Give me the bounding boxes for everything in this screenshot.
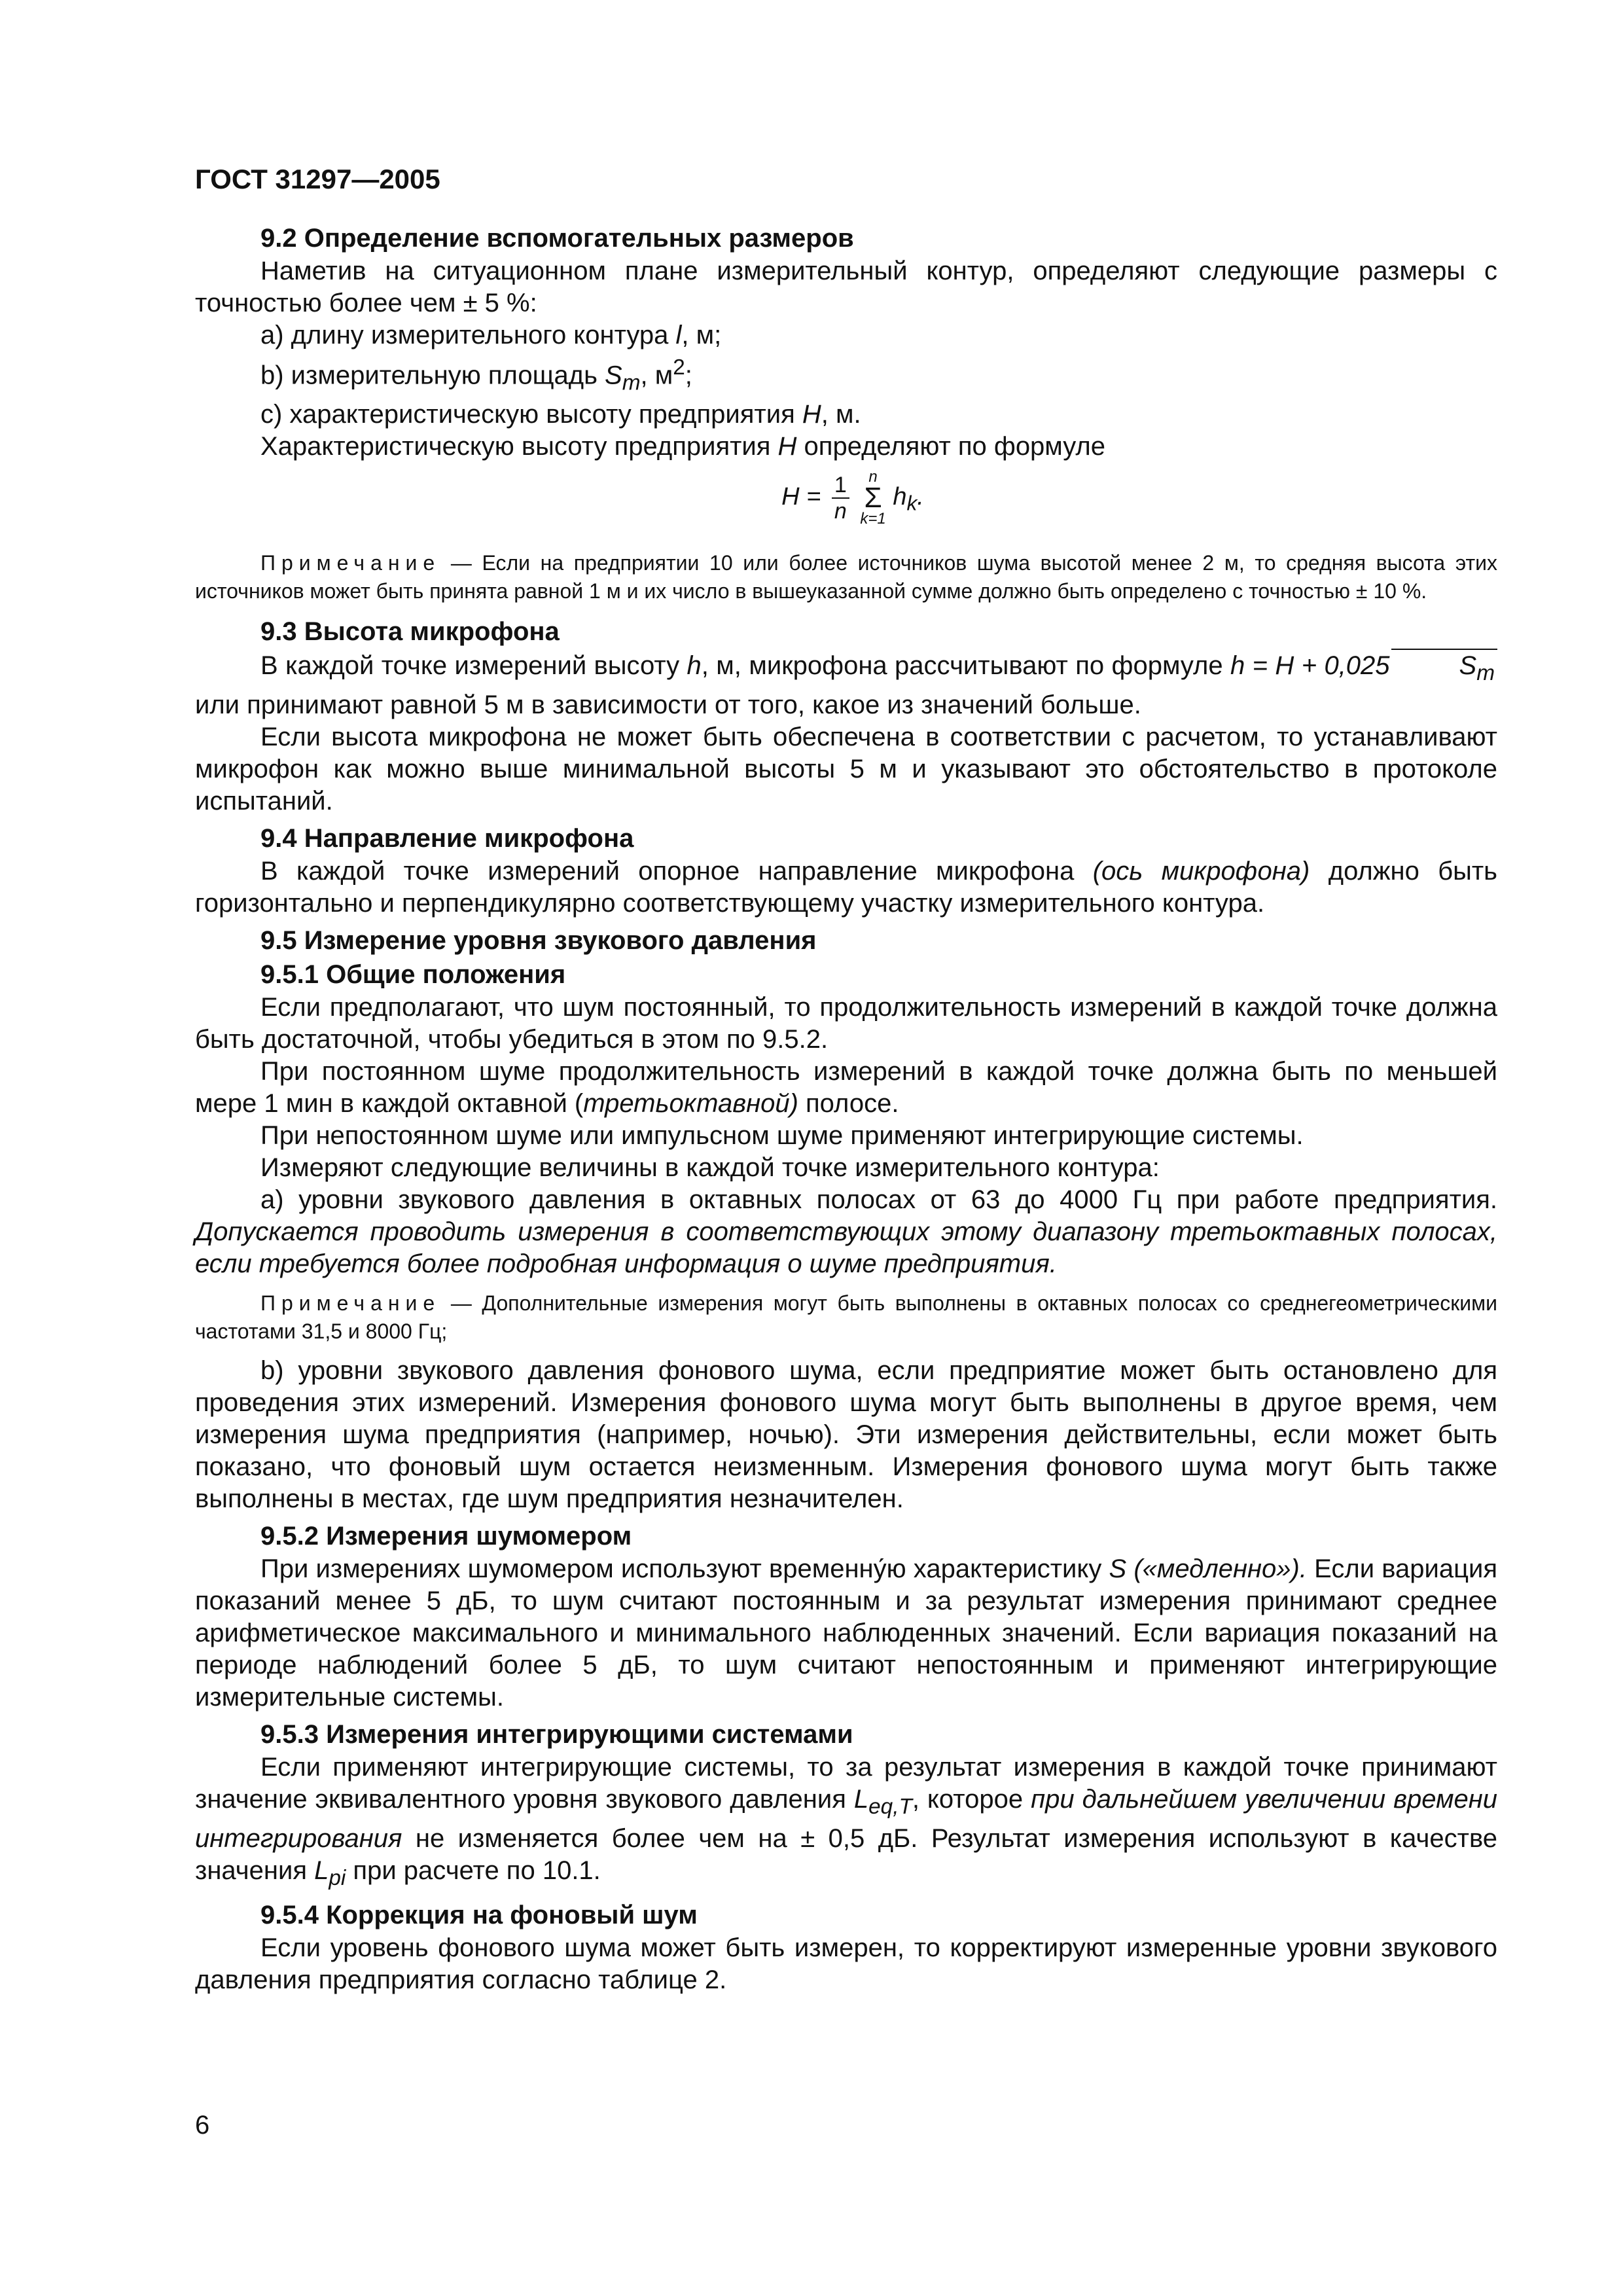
s952-p1: При измерениях шумомером используют временну́ю характеристику S («медленно»). Если вариация показаний менее 5 дБ, то шум считают постоянным и за результат измерения принимают среднее арифметическое максимального и минимального наблюденных значений. Если вариация показаний на периоде наблюдений более 5 дБ, то шум считают непостоянным и применяют интегрирующие измерительные системы. [195, 1554, 1497, 1712]
formula-fraction: $\frac{1}{n}$ [832, 473, 849, 524]
s95-p2: При постоянном шуме продолжительность измерений в каждой точке должна быть по меньшей мере 1 мин в каждой октавной (третьоктавной) полосе. [195, 1057, 1497, 1119]
s954-p1: Если уровень фонового шума может быть измерен, то корректируют измеренные уровни звукового давления предприятия согласно таблице 2. [195, 1933, 1497, 1995]
section-9-3-title: 9.3 Высота микрофона [260, 617, 560, 647]
section-9-2-title: 9.2 Определение вспомогательных размеров [260, 224, 854, 253]
page-number: 6 [195, 2111, 210, 2140]
section-9-5-1-title: 9.5.1 Общие положения [260, 960, 566, 990]
s95-item-a: a) уровни звукового давления в октавных полосах от 63 до 4000 Гц при работе предприятия. Допускается проводить измерения в соответствующих этому диапазону третьоктавных полосах, если требуется более подробная информация о шуме предприятия. [195, 1185, 1497, 1279]
formula-h [195, 469, 1497, 540]
s95-p4: Измеряют следующие величины в каждой точке измерительного контура: [260, 1153, 1160, 1183]
section-9-5-4-title: 9.5.4 Коррекция на фоновый шум [260, 1901, 698, 1930]
s95-note: Примечание — Дополнительные измерения могут быть выполнены в октавных полосах со среднегеометрическими частотами 31,5 и 8000 Гц; [195, 1291, 1497, 1344]
s953-p1: Если применяют интегрирующие системы, то за результат измерения в каждой точке принимают значение эквивалентного уровня звукового давления $L_{eq,T}$, которое при дальнейшем увеличении времени интегрирования не изменяется более чем на ± 0,5 дБ. Результат измерения используют в качестве значения $L_{pi}$ при расчете по 10.1. [195, 1753, 1497, 1891]
s92-item-b: b) измерительную площадь $S_m$, $м^2$; [260, 355, 692, 395]
s93-p2: Если высота микрофона не может быть обеспечена в соответствии с расчетом, то устанавливают микрофон как можно выше минимальной высоты 5 м и указывают это обстоятельство в протоколе испытаний. [195, 723, 1497, 816]
s92-intro: Наметив на ситуационном плане измерительный контур, определяют следующие размеры с точностью более чем ± 5 %: [195, 257, 1497, 317]
s95-p3: При непостоянном шуме или импульсном шуме применяют интегрирующие системы. [260, 1121, 1304, 1151]
formula-sum: n Σ k=1 [860, 468, 886, 528]
s95-p1: Если предполагают, что шум постоянный, то продолжительность измерений в каждой точке должна быть достаточной, чтобы убедиться в этом по 9.5.2. [195, 993, 1497, 1054]
formula-term: $h_k$. [893, 483, 924, 515]
section-9-4-title: 9.4 Направление микрофона [260, 824, 634, 853]
section-9-5-title: 9.5 Измерение уровня звукового давления [260, 926, 817, 956]
s94-p1: В каждой точке измерений опорное направление микрофона (ось микрофона) должно быть горизонтально и перпендикулярно соответствующему участку измерительного контура. [195, 857, 1498, 918]
document-page [195, 164, 1497, 1996]
s92-note: Примечание — Если на предприятии 10 или более источников шума высотой менее 2 м, то средняя высота этих источников может быть принята равной 1 м и их число в вышеуказанной сумме должно быть определено с точностью ± 10 %. [195, 551, 1497, 603]
formula-lhs: H = [781, 483, 821, 511]
s92-item-c: c) характеристическую высоту предприятия H, м. [260, 400, 861, 429]
s93-p1: В каждой точке измерений высоту h, м, микрофона рассчитывают по формуле h = H + 0,025 $S_m$ или принимают равной 5 м в зависимости от того, какое из значений больше. [195, 649, 1497, 721]
section-9-5-2-title: 9.5.2 Измерения шумомером [260, 1522, 632, 1551]
section-9-5-3-title: 9.5.3 Измерения интегрирующими системами [260, 1720, 853, 1749]
document-header: ГОСТ 31297—2005 [195, 164, 440, 194]
s95-item-b: b) уровни звукового давления фонового шума, если предприятие может быть остановлено для проведения этих измерений. Измерения фонового шума могут быть выполнены в другое время, чем измерения шума предприятия (например, ночью). Эти измерения действительны, если может быть показано, что фоновый шум остается неизменным. Измерения фонового шума могут быть также выполнены в местах, где шум предприятия незначителен. [195, 1356, 1497, 1514]
s92-item-a: a) длину измерительного контура l, м; [260, 321, 722, 350]
s92-formula-intro: Характеристическую высоту предприятия H определяют по формуле [260, 432, 1105, 461]
